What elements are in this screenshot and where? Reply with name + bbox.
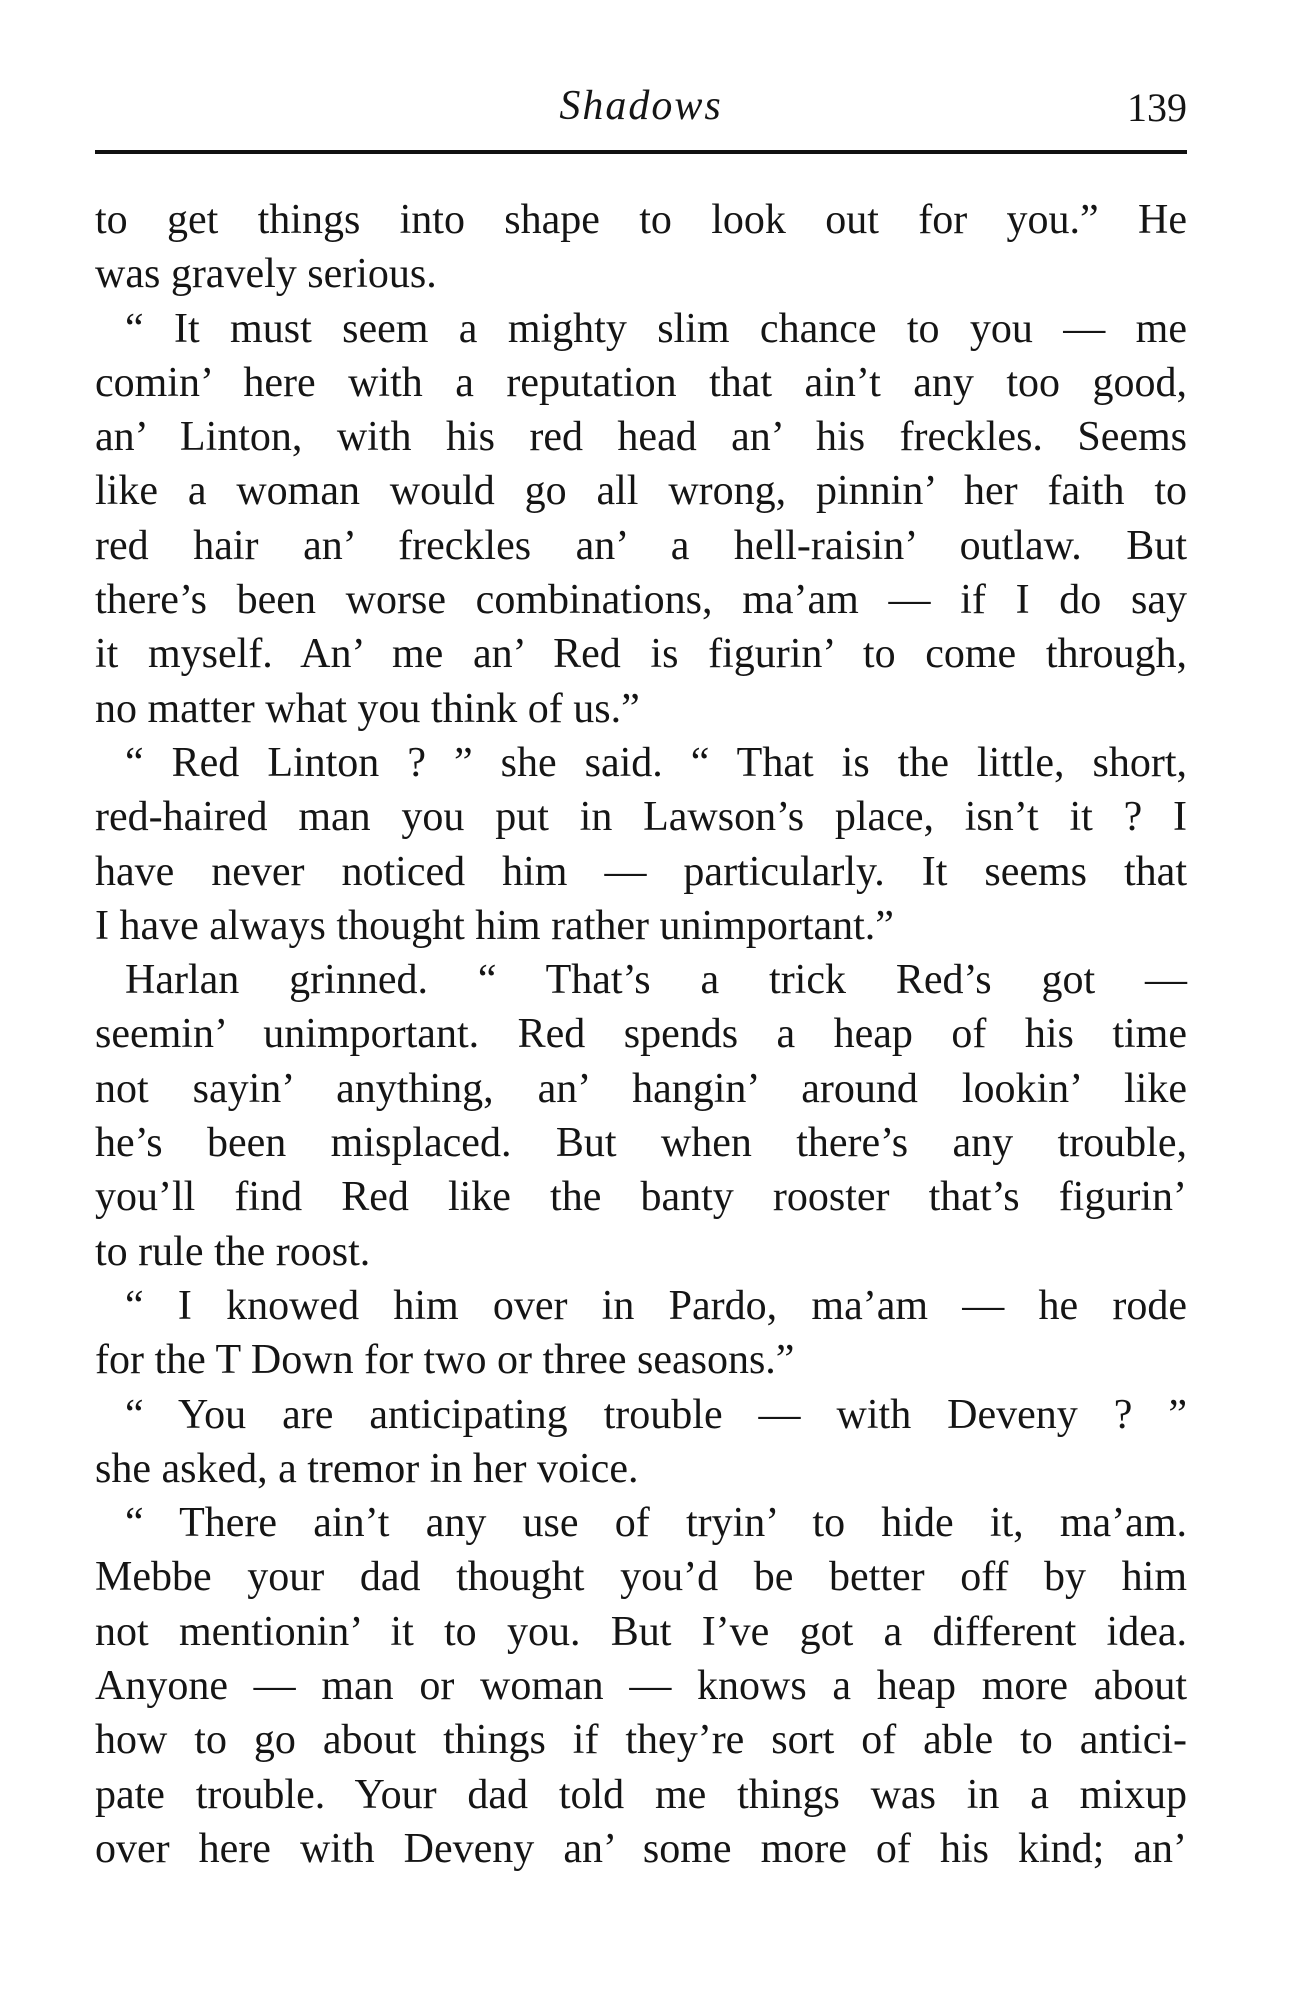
text-line: Harlan grinned. “ That’s a trick Red’s got —	[125, 957, 1187, 1004]
text-line: seemin’ unimportant. Red spends a heap of his time	[95, 1011, 1187, 1058]
text-line: was gravely serious.	[95, 251, 437, 298]
text-line: “ I knowed him over in Pardo, ma’am — he rode	[125, 1282, 1187, 1329]
text-line: “ There ain’t any use of tryin’ to hide it, ma’am.	[125, 1500, 1187, 1547]
text-line: Mebbe your dad thought you’d be better off by him	[95, 1554, 1187, 1601]
text-line: it myself. An’ me an’ Red is figurin’ to come through,	[95, 631, 1187, 678]
text-line: have never noticed him — particularly. It seems that	[95, 848, 1187, 895]
text-line: to rule the roost.	[95, 1228, 371, 1275]
text-line: for the T Down for two or three seasons.”	[95, 1337, 795, 1384]
page-number: 139	[1127, 85, 1187, 130]
page-header	[95, 78, 1187, 138]
text-line: Anyone — man or woman — knows a heap more about	[95, 1663, 1187, 1710]
text-line: you’ll find Red like the banty rooster that’s figurin’	[95, 1174, 1187, 1221]
text-line: comin’ here with a reputation that ain’t any too good,	[95, 359, 1187, 406]
text-line: not mentionin’ it to you. But I’ve got a different idea.	[95, 1608, 1187, 1655]
text-line: no matter what you think of us.”	[95, 685, 640, 732]
text-line: “ Red Linton ? ” she said. “ That is the little, short,	[125, 739, 1187, 786]
text-line: she asked, a tremor in her voice.	[95, 1445, 639, 1492]
header-rule	[95, 150, 1187, 154]
text-line: pate trouble. Your dad told me things was in a mixup	[95, 1771, 1187, 1818]
text-line: how to go about things if they’re sort of able to antici-	[95, 1717, 1187, 1764]
text-line: like a woman would go all wrong, pinnin’ her faith to	[95, 468, 1187, 515]
text-line: he’s been misplaced. But when there’s any trouble,	[95, 1120, 1187, 1167]
text-line: not sayin’ anything, an’ hangin’ around lookin’ like	[95, 1065, 1187, 1112]
text-line: “ You are anticipating trouble — with Deveny ? ”	[125, 1391, 1187, 1438]
text-line: red hair an’ freckles an’ a hell-raisin’ outlaw. But	[95, 522, 1187, 569]
text-line: an’ Linton, with his red head an’ his freckles. Seems	[95, 414, 1187, 461]
text-line: I have always thought him rather unimportant.”	[95, 902, 894, 949]
text-line: red-haired man you put in Lawson’s place, isn’t it ? I	[95, 794, 1187, 841]
running-title: Shadows	[559, 83, 723, 129]
body-text	[95, 193, 1187, 1876]
book-page	[95, 78, 1187, 1872]
text-line: to get things into shape to look out for you.” He	[95, 197, 1187, 243]
text-line: there’s been worse combinations, ma’am — if I do say	[95, 577, 1187, 624]
text-line: “ It must seem a mighty slim chance to you — me	[125, 305, 1187, 352]
text-line: over here with Deveny an’ some more of his kind; an’	[95, 1825, 1187, 1872]
